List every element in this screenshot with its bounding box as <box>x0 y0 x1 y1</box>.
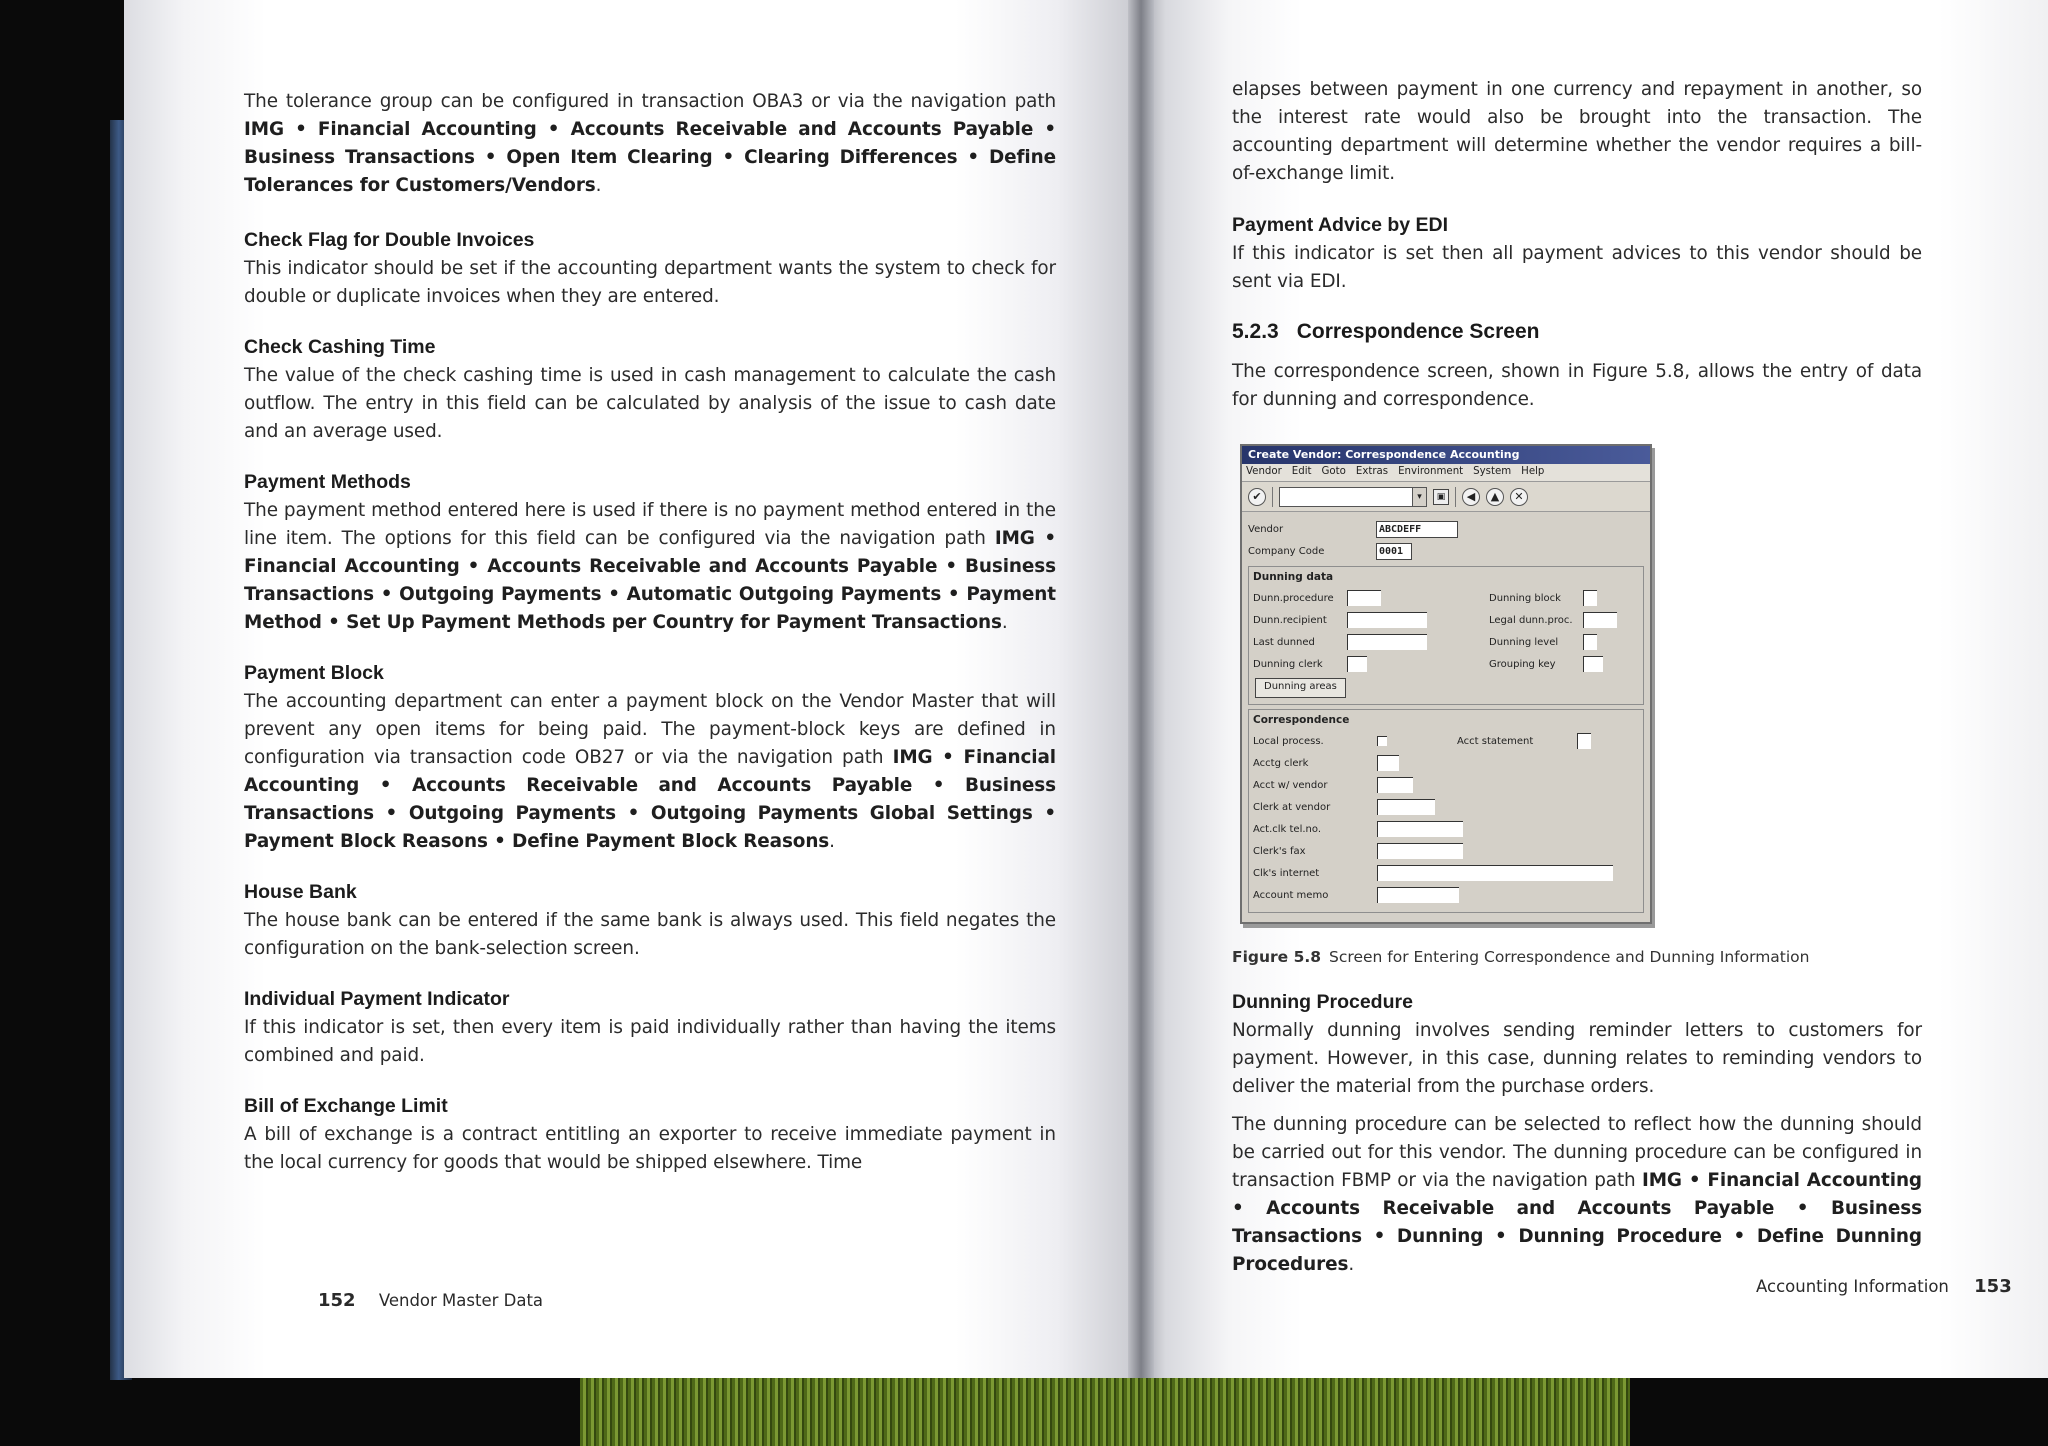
input-field <box>1377 821 1463 837</box>
menu-item-system: System <box>1473 466 1512 477</box>
subsection-title: Correspondence Screen <box>1296 320 1540 343</box>
field-label: Grouping key <box>1489 658 1556 670</box>
text-run: The accounting department can enter a payment block on the Vendor Master that will prevent any open items for being paid. The payment-block keys are defined in configuration via transaction code OB27 or via the navigation path <box>244 691 1056 768</box>
menu-item-extras: Extras <box>1355 466 1389 477</box>
section-paragraph: The value of the check cashing time is used in cash management to calculate the cash outflow. The entry in this field can be calculated by analysis of the issue to cash date and an average used. <box>244 365 1056 442</box>
field-label: Act.clk tel.no. <box>1253 823 1321 835</box>
toolbar-separator <box>1272 487 1273 507</box>
form-row <box>1253 862 1639 884</box>
cancel-icon: ✕ <box>1510 488 1528 506</box>
section-paragraph: The correspondence screen, shown in Figure 5.8, allows the entry of data for dunning and correspondence. <box>1232 361 1922 410</box>
form-row <box>1253 818 1639 840</box>
vendor-label: Vendor <box>1248 523 1284 535</box>
group-title: Dunning data <box>1253 571 1334 583</box>
form-row <box>1489 609 1639 631</box>
menu-item-vendor: Vendor <box>1246 466 1282 477</box>
sap-form <box>1242 512 1650 919</box>
field-label: Clk's internet <box>1253 867 1320 879</box>
input-field <box>1377 777 1413 793</box>
figure-caption <box>1232 948 1922 966</box>
form-row <box>1489 587 1639 609</box>
input-field <box>1347 634 1427 650</box>
running-head: Accounting Information <box>1756 1277 1949 1296</box>
field-label: Dunning level <box>1489 636 1559 648</box>
dunning-data-group <box>1248 566 1644 705</box>
company-code-field: 0001 <box>1376 543 1412 560</box>
group-title: Correspondence <box>1253 714 1350 726</box>
form-row <box>1489 631 1639 653</box>
page-number: 153 <box>1974 1276 2012 1297</box>
input-field <box>1347 656 1367 672</box>
section-heading: Dunning Procedure <box>1232 991 1413 1013</box>
form-row <box>1253 653 1489 675</box>
field-label: Clerk's fax <box>1253 845 1306 857</box>
vendor-row <box>1248 518 1644 540</box>
sap-window-title: Create Vendor: Correspondence Accounting <box>1242 446 1650 464</box>
company-code-label: Company Code <box>1248 545 1325 557</box>
section-heading: Payment Advice by EDI <box>1232 214 1449 236</box>
menu-item-help: Help <box>1521 466 1545 477</box>
running-head: Vendor Master Data <box>378 1291 544 1310</box>
section-paragraph: If this indicator is set then all payment advices to this vendor should be sent via EDI. <box>1232 243 1922 292</box>
section-heading: Check Flag for Double Invoices <box>244 229 535 251</box>
right-page-footer <box>1756 1276 2012 1297</box>
input-field <box>1583 612 1617 628</box>
field-label: Clerk at vendor <box>1253 801 1331 813</box>
intro-paragraph <box>244 88 1056 200</box>
menu-item-environment: Environment <box>1398 466 1464 477</box>
input-field <box>1583 656 1603 672</box>
checkbox <box>1377 736 1387 746</box>
page-number: 152 <box>318 1290 356 1311</box>
exit-icon: ▲ <box>1486 488 1504 506</box>
save-icon: ▣ <box>1433 489 1449 505</box>
section-paragraph: A bill of exchange is a contract entitling an exporter to receive immediate payment in the local currency for goods that would be shipped elsewhere. Time <box>244 1124 1056 1173</box>
form-row <box>1253 730 1639 752</box>
checkbox <box>1577 733 1591 749</box>
form-row <box>1253 774 1639 796</box>
field-label: Dunning block <box>1489 592 1561 604</box>
sap-toolbar <box>1242 482 1650 512</box>
form-row <box>1253 884 1639 906</box>
command-field <box>1279 487 1427 507</box>
correspondence-group <box>1248 709 1644 913</box>
vendor-field: ABCDEFF <box>1376 521 1458 538</box>
input-field <box>1377 799 1435 815</box>
figure-label: Figure 5.8 <box>1232 948 1322 966</box>
form-row <box>1489 653 1639 675</box>
field-label: Legal dunn.proc. <box>1489 614 1573 626</box>
sap-screenshot-figure <box>1240 444 1652 924</box>
sap-menu-bar <box>1242 464 1650 482</box>
input-field <box>1377 865 1613 881</box>
field-label: Acct w/ vendor <box>1253 779 1328 791</box>
navigation-path: IMG • Financial Accounting • Accounts Receivable and Accounts Payable • Business Transactions • Outgoing Payments • Outgoing Payments Global Settings • Payment Block Reasons • Define Payment Block Reasons <box>244 747 1056 852</box>
form-row <box>1253 840 1639 862</box>
section-heading: Payment Block <box>244 662 384 684</box>
text-run: The dunning procedure can be selected to reflect how the dunning should be carried out for this vendor. The dunning procedure can be configured in transaction FBMP or via the navigation path <box>1232 1114 1922 1191</box>
field-label: Local process. <box>1253 735 1324 747</box>
company-code-row <box>1248 540 1644 562</box>
form-row <box>1253 631 1489 653</box>
text-run: . <box>1001 612 1008 633</box>
section-paragraph: If this indicator is set, then every item is paid individually rather than having the items combined and paid. <box>244 1017 1056 1066</box>
text-run: The tolerance group can be configured in transaction OBA3 or via the navigation path <box>244 91 1056 112</box>
figure-caption-text: Screen for Entering Correspondence and Dunning Information <box>1329 948 1810 966</box>
text-run: . <box>595 175 602 196</box>
section-paragraph <box>244 497 1056 637</box>
dropdown-icon: ▾ <box>1412 488 1426 506</box>
input-field <box>1377 755 1399 771</box>
field-label: Dunning clerk <box>1253 658 1323 670</box>
back-icon: ◀ <box>1462 488 1480 506</box>
section-heading: Payment Methods <box>244 471 411 493</box>
form-row <box>1253 796 1639 818</box>
left-page-footer <box>318 1290 543 1311</box>
navigation-path: IMG • Financial Accounting • Accounts Receivable and Accounts Payable • Business Transactions • Open Item Clearing • Clearing Differences • Define Tolerances for Customers/Vendors <box>244 119 1056 196</box>
navigation-path: IMG • Financial Accounting • Accounts Receivable and Accounts Payable • Business Transactions • Dunning • Dunning Procedure • Define Dunning Procedures <box>1232 1170 1922 1275</box>
input-field <box>1347 612 1427 628</box>
section-paragraph: Normally dunning involves sending reminder letters to customers for payment. However, in this case, dunning relates to reminding vendors to deliver the material from the purchase orders. <box>1232 1020 1922 1097</box>
section-heading: Individual Payment Indicator <box>244 988 510 1010</box>
navigation-path: IMG • Financial Accounting • Accounts Receivable and Accounts Payable • Business Transactions • Outgoing Payments • Automatic Outgoing Payments • Payment Method • Set Up Payment Methods per Country for Payment Transactions <box>244 528 1056 633</box>
text-run: The payment method entered here is used if there is no payment method entered in the line item. The options for this field can be configured via the navigation path <box>244 500 1056 549</box>
dunning-areas-button: Dunning areas <box>1255 678 1346 698</box>
text-run: . <box>829 831 835 852</box>
text-run: . <box>1348 1254 1355 1275</box>
section-paragraph: This indicator should be set if the accounting department wants the system to check for double or duplicate invoices when they are entered. <box>244 258 1056 307</box>
acct-statement-label: Acct statement <box>1457 735 1534 747</box>
section-heading: Bill of Exchange Limit <box>244 1095 448 1117</box>
field-label: Acctg clerk <box>1253 757 1309 769</box>
form-row <box>1253 587 1489 609</box>
section-heading: Check Cashing Time <box>244 336 436 358</box>
input-field <box>1583 634 1597 650</box>
field-label: Last dunned <box>1253 636 1315 648</box>
section-paragraph: The house bank can be entered if the same bank is always used. This field negates the configuration on the bank-selection screen. <box>244 910 1056 959</box>
input-field <box>1377 843 1463 859</box>
menu-item-edit: Edit <box>1291 466 1312 477</box>
continued-paragraph: elapses between payment in one currency and repayment in another, so the interest rate would also be brought into the transaction. The accounting department will determine whether the vendor requires a bill-of-exchange limit. <box>1232 79 1922 184</box>
field-label: Account memo <box>1253 889 1329 901</box>
field-label: Dunn.procedure <box>1253 592 1334 604</box>
left-page-text <box>244 88 1056 1177</box>
enter-icon: ✔ <box>1248 488 1266 506</box>
field-label: Dunn.recipient <box>1253 614 1327 626</box>
input-field <box>1583 590 1597 606</box>
subsection-heading <box>1232 320 1922 344</box>
toolbar-separator <box>1455 487 1456 507</box>
menu-item-goto: Goto <box>1321 466 1346 477</box>
form-row <box>1253 609 1489 631</box>
section-paragraph <box>244 688 1056 856</box>
background-surface <box>580 1370 1630 1446</box>
section-heading: House Bank <box>244 881 357 903</box>
subsection-number: 5.2.3 <box>1232 320 1279 343</box>
book-gutter <box>1128 0 1154 1378</box>
right-page-text <box>1232 76 1922 1279</box>
form-row <box>1253 752 1639 774</box>
input-field <box>1377 887 1459 903</box>
input-field <box>1347 590 1381 606</box>
section-paragraph <box>1232 1111 1922 1279</box>
